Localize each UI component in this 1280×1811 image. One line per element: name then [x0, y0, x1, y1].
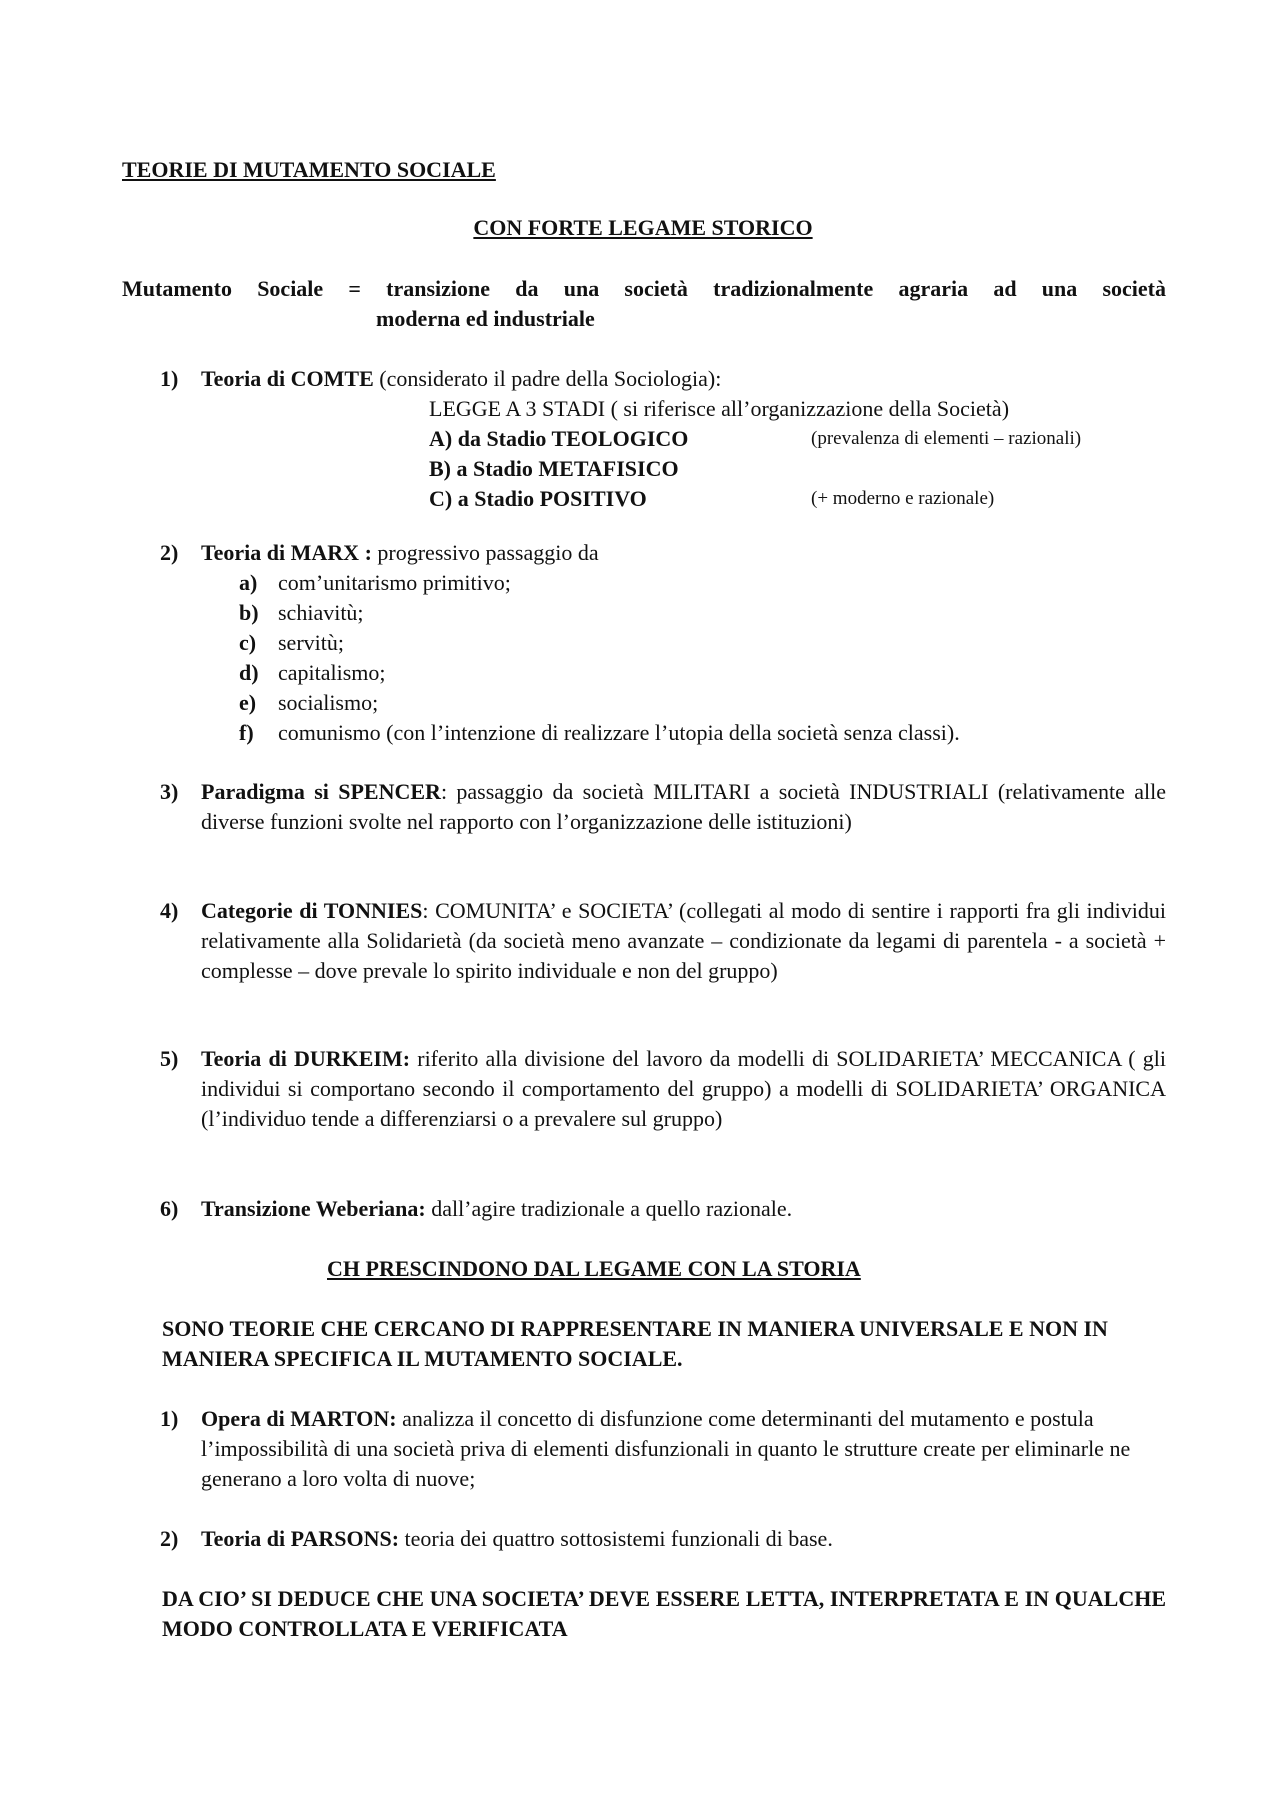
sub-item: servitù; [278, 630, 344, 655]
item-number: 3) [160, 779, 179, 804]
sub-letter: a) [239, 570, 258, 595]
item-heading: Transizione Weberiana: [201, 1196, 426, 1221]
list-item-marx [201, 538, 599, 568]
item-number: 1) [160, 366, 179, 391]
item-heading: Categorie di TONNIES [201, 898, 423, 923]
document-title: TEORIE DI MUTAMENTO SOCIALE [122, 157, 496, 182]
sub-item: socialismo; [278, 690, 379, 715]
item-number: 1) [160, 1406, 179, 1431]
list-item-parsons [201, 1524, 833, 1554]
item-text: riferito alla divisione del lavoro da modelli di SOLIDARIETA’ MECCANICA ( gli individui si comportano secondo il comportamento del gruppo) a modelli di SOLIDARIETA’ ORGANICA (l’individuo tende a differenziarsi o a prevalere sul gruppo) [201, 1046, 1166, 1131]
sub-letter: d) [239, 660, 259, 685]
definition-line-2: moderna ed industriale [376, 306, 595, 331]
sub-item: schiavitù; [278, 600, 364, 625]
item-number: 5) [160, 1046, 179, 1071]
sub-item: comunismo (con l’intenzione di realizzare l’utopia della società senza classi). [278, 720, 960, 745]
item-heading: Teoria di DURKEIM: [201, 1046, 411, 1071]
list-item-comte [201, 364, 721, 394]
item-text: dall’agire tradizionale a quello razionale. [425, 1196, 793, 1221]
item-text: teoria dei quattro sottosistemi funzionali di base. [399, 1526, 833, 1551]
item-number: 6) [160, 1196, 179, 1221]
list-item-marton [201, 1404, 1166, 1494]
comte-stage-b: B) a Stadio METAFISICO [429, 456, 679, 481]
section2-intro: SONO TEORIE CHE CERCANO DI RAPPRESENTARE IN MANIERA UNIVERSALE E NON IN MANIERA SPECIFICA IL MUTAMENTO SOCIALE. [162, 1316, 1108, 1371]
sub-letter: b) [239, 600, 259, 625]
item-number: 4) [160, 898, 179, 923]
item-text: progressivo passaggio da [371, 540, 599, 565]
item-heading: Teoria di COMTE [201, 366, 374, 391]
definition-line-1: Mutamento Sociale = transizione da una società tradizionalmente agraria ad una società [122, 276, 1166, 301]
sub-item: capitalismo; [278, 660, 386, 685]
comte-law: LEGGE A 3 STADI ( si riferisce all’organizzazione della Società) [429, 396, 1010, 421]
sub-letter: e) [239, 690, 257, 715]
item-number: 2) [160, 540, 179, 565]
item-text: (considerato il padre della Sociologia): [373, 366, 722, 391]
section-heading-ahistorical: CH PRESCINDONO DAL LEGAME CON LA STORIA [327, 1256, 861, 1281]
list-item-spencer [201, 777, 1166, 837]
item-heading: Paradigma si SPENCER [201, 779, 441, 804]
comte-stage-c-note: (+ moderno e razionale) [811, 488, 995, 509]
item-heading: Opera di MARTON: [201, 1406, 397, 1431]
item-text: analizza il concetto di disfunzione come determinanti del mutamento e postula l’impossibilità di una società priva di elementi disfunzionali in quanto le strutture create per eliminarle ne generano a loro volta di nuove; [201, 1406, 1131, 1491]
conclusion: DA CIO’ SI DEDUCE CHE UNA SOCIETA’ DEVE ESSERE LETTA, INTERPRETATA E IN QUALCHE MODO CONTROLLATA E VERIFICATA [162, 1586, 1166, 1641]
section-heading-historical: CON FORTE LEGAME STORICO [473, 215, 813, 240]
item-heading: Teoria di MARX : [201, 540, 372, 565]
item-number: 2) [160, 1526, 179, 1551]
comte-stage-a: A) da Stadio TEOLOGICO [429, 426, 689, 451]
item-text: : passaggio da società MILITARI a società INDUSTRIALI (relativamente alle diverse funzioni svolte nel rapporto con l’organizzazione delle istituzioni) [201, 779, 1166, 834]
item-text: : COMUNITA’ e SOCIETA’ (collegati al modo di sentire i rapporti fra gli individui relativamente alla Solidarietà (da società meno avanzate – condizionate da legami di parentela - a società + complesse – dove prevale lo spirito individuale e non del gruppo) [201, 898, 1166, 983]
sub-letter: c) [239, 630, 257, 655]
comte-stage-a-note: (prevalenza di elementi – razionali) [811, 428, 1082, 449]
list-item-tonnies [201, 896, 1166, 986]
sub-item: com’unitarismo primitivo; [278, 570, 511, 595]
item-heading: Teoria di PARSONS: [201, 1526, 400, 1551]
list-item-durkeim [201, 1044, 1166, 1134]
sub-letter: f) [239, 720, 254, 745]
list-item-weber [201, 1194, 792, 1224]
comte-stage-c: C) a Stadio POSITIVO [429, 486, 647, 511]
